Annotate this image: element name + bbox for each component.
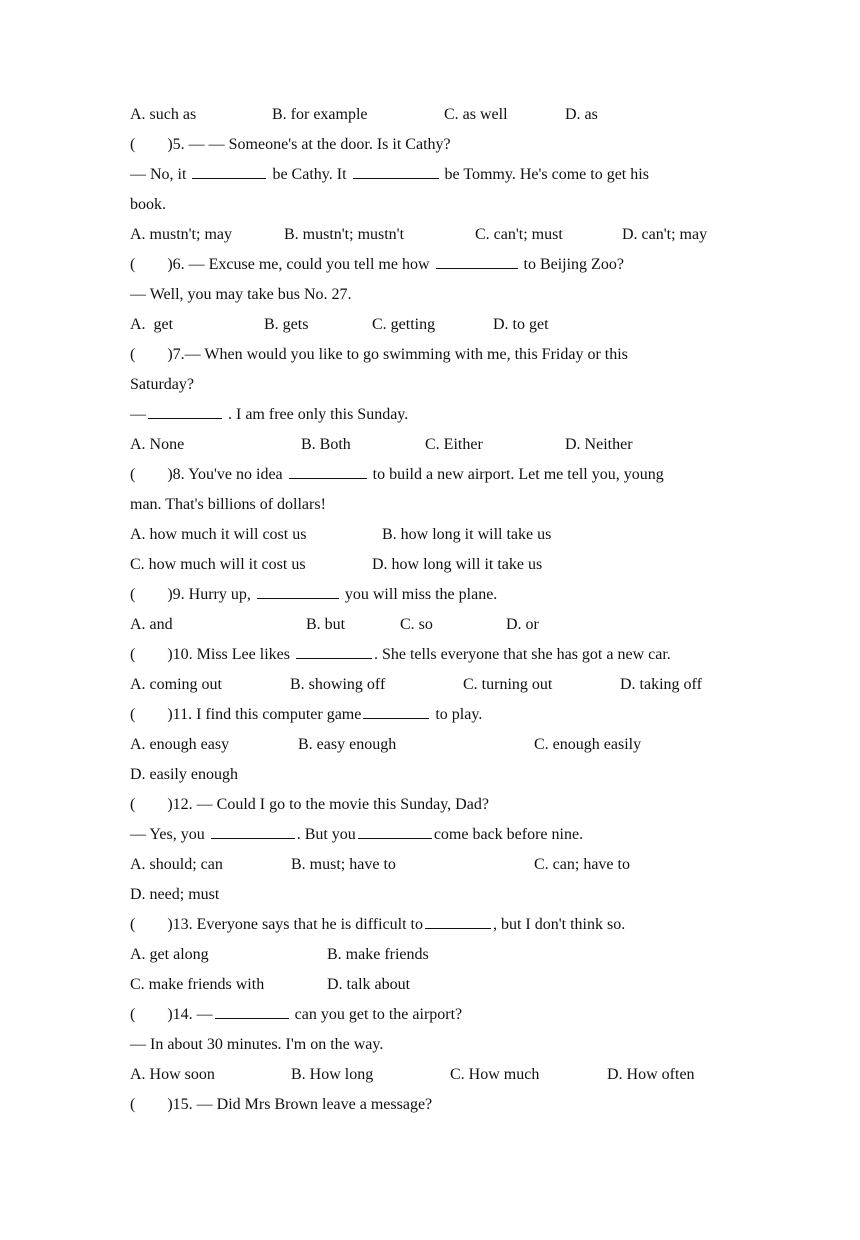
option-a: A. get along	[130, 946, 209, 963]
reply-text: be Cathy. It	[272, 166, 347, 183]
q12-options-abc	[130, 850, 630, 880]
question-stem: — When would you like to go swimming with me, this Friday or this	[184, 346, 628, 363]
option-a: A. coming out	[130, 676, 222, 693]
question-7-reply	[130, 400, 408, 430]
option-d: D. how long will it take us	[372, 556, 543, 573]
option-d: D. easily enough	[130, 766, 238, 783]
answer-blank[interactable]	[211, 821, 295, 839]
option-a: A. enough easy	[130, 736, 230, 753]
q6-options	[130, 310, 549, 340]
reply-text: — No, it	[130, 166, 187, 183]
option-d: D. as	[565, 106, 598, 123]
q7-options	[130, 430, 633, 460]
question-stem: Hurry up,	[188, 586, 251, 603]
question-7	[130, 340, 628, 370]
reply-text: — Well, you may take bus No. 27.	[130, 286, 352, 303]
q11-options-abc	[130, 730, 642, 760]
option-a: A. should; can	[130, 856, 223, 873]
option-b: B. Both	[301, 436, 351, 453]
question-number: ( )12.	[130, 796, 193, 813]
option-c: C. so	[400, 616, 433, 633]
question-9	[130, 580, 497, 610]
question-6	[130, 250, 624, 280]
option-d: D. can't; may	[622, 226, 708, 243]
answer-blank[interactable]	[257, 581, 339, 599]
answer-blank[interactable]	[215, 1001, 289, 1019]
question-stem: man. That's billions of dollars!	[130, 496, 326, 513]
answer-blank[interactable]	[425, 911, 491, 929]
answer-blank[interactable]	[148, 401, 222, 419]
question-5-reply	[130, 160, 649, 190]
option-a: A. mustn't; may	[130, 226, 232, 243]
q12-options-d	[130, 880, 220, 910]
option-c: C. can; have to	[534, 856, 630, 873]
option-c: C. How much	[450, 1066, 540, 1083]
option-d: D. Neither	[565, 436, 633, 453]
question-stem: — Could I go to the movie this Sunday, Dad?	[196, 796, 489, 813]
option-c: C. turning out	[463, 676, 553, 693]
question-15	[130, 1090, 432, 1120]
question-stem: . She tells everyone that she has got a new car.	[373, 646, 671, 663]
q14-options	[130, 1060, 695, 1090]
option-b: B. for example	[272, 106, 368, 123]
option-d: D. need; must	[130, 886, 220, 903]
question-12	[130, 790, 489, 820]
question-number: ( )14.	[130, 1006, 193, 1023]
option-b: B. mustn't; mustn't	[284, 226, 405, 243]
q9-options	[130, 610, 539, 640]
option-c: C. make friends with	[130, 976, 265, 993]
question-stem: — — Someone's at the door. Is it Cathy?	[188, 136, 451, 153]
question-13	[130, 910, 625, 940]
question-5	[130, 130, 451, 160]
question-number: ( )10.	[130, 646, 193, 663]
question-11	[130, 700, 482, 730]
option-c: C. enough easily	[534, 736, 642, 753]
reply-text: book.	[130, 196, 166, 213]
question-stem: — Did Mrs Brown leave a message?	[196, 1096, 433, 1113]
question-10	[130, 640, 671, 670]
option-c: C. as well	[444, 106, 508, 123]
option-b: B. How long	[291, 1066, 374, 1083]
question-stem: —	[196, 1006, 213, 1023]
question-number: ( )6.	[130, 256, 185, 273]
reply-text: be Tommy. He's come to get his	[444, 166, 649, 183]
question-number: ( )15.	[130, 1096, 193, 1113]
reply-text: — Yes, you	[130, 826, 205, 843]
option-b: B. but	[306, 616, 346, 633]
option-d: D. How often	[607, 1066, 695, 1083]
reply-text: come back before nine.	[433, 826, 584, 843]
answer-blank[interactable]	[436, 251, 518, 269]
q11-options-d	[130, 760, 238, 790]
option-d: D. talk about	[327, 976, 411, 993]
answer-blank[interactable]	[363, 701, 429, 719]
question-14	[130, 1000, 462, 1030]
question-8-cont	[130, 490, 326, 520]
question-12-reply	[130, 820, 583, 850]
question-stem: to Beijing Zoo?	[523, 256, 624, 273]
question-stem: Saturday?	[130, 376, 194, 393]
reply-text: . But you	[296, 826, 356, 843]
option-a: A. how much it will cost us	[130, 526, 307, 543]
option-c: C. how much will it cost us	[130, 556, 306, 573]
option-b: B. how long it will take us	[382, 526, 552, 543]
option-d: D. to get	[493, 316, 549, 333]
question-number: ( )9.	[130, 586, 185, 603]
question-stem: to build a new airport. Let me tell you, young	[372, 466, 664, 483]
q13-options-cd	[130, 970, 411, 1000]
option-c: C. Either	[425, 436, 483, 453]
question-stem: I find this computer game	[196, 706, 362, 723]
question-6-reply	[130, 280, 352, 310]
question-5-reply-cont	[130, 190, 166, 220]
q10-options	[130, 670, 702, 700]
option-b: B. showing off	[290, 676, 386, 693]
option-a: A. None	[130, 436, 185, 453]
answer-blank[interactable]	[296, 641, 372, 659]
q4-options	[130, 100, 598, 130]
reply-text: — In about 30 minutes. I'm on the way.	[130, 1036, 384, 1053]
question-stem: , but I don't think so.	[492, 916, 626, 933]
question-number: ( )13.	[130, 916, 193, 933]
question-stem: to play.	[435, 706, 483, 723]
question-number: ( )11.	[130, 706, 193, 723]
option-b: B. must; have to	[291, 856, 396, 873]
answer-blank[interactable]	[358, 821, 432, 839]
option-c: C. getting	[372, 316, 436, 333]
question-7-cont	[130, 370, 194, 400]
answer-blank[interactable]	[289, 461, 367, 479]
option-a: A. and	[130, 616, 173, 633]
question-stem: Everyone says that he is difficult to	[196, 916, 423, 933]
option-a: A. get	[130, 316, 174, 333]
question-stem: You've no idea	[188, 466, 283, 483]
answer-blank[interactable]	[192, 161, 266, 179]
question-14-reply	[130, 1030, 383, 1060]
question-number: ( )8.	[130, 466, 185, 483]
option-c: C. can't; must	[475, 226, 563, 243]
question-8	[130, 460, 664, 490]
q8-options-cd	[130, 550, 543, 580]
option-d: D. or	[506, 616, 539, 633]
question-stem: can you get to the airport?	[294, 1006, 463, 1023]
question-stem: you will miss the plane.	[344, 586, 498, 603]
q13-options-ab	[130, 940, 429, 970]
q5-options	[130, 220, 708, 250]
option-d: D. taking off	[620, 676, 702, 693]
question-stem: Miss Lee likes	[196, 646, 290, 663]
question-number: ( )5.	[130, 136, 185, 153]
question-stem: — Excuse me, could you tell me how	[188, 256, 430, 273]
option-a: A. How soon	[130, 1066, 215, 1083]
option-a: A. such as	[130, 106, 197, 123]
answer-blank[interactable]	[353, 161, 439, 179]
reply-text: . I am free only this Sunday.	[228, 406, 409, 423]
option-b: B. gets	[264, 316, 309, 333]
q8-options-ab	[130, 520, 552, 550]
option-b: B. easy enough	[298, 736, 397, 753]
question-number: ( )7.	[130, 346, 185, 363]
option-b: B. make friends	[327, 946, 429, 963]
reply-text: —	[130, 406, 146, 423]
